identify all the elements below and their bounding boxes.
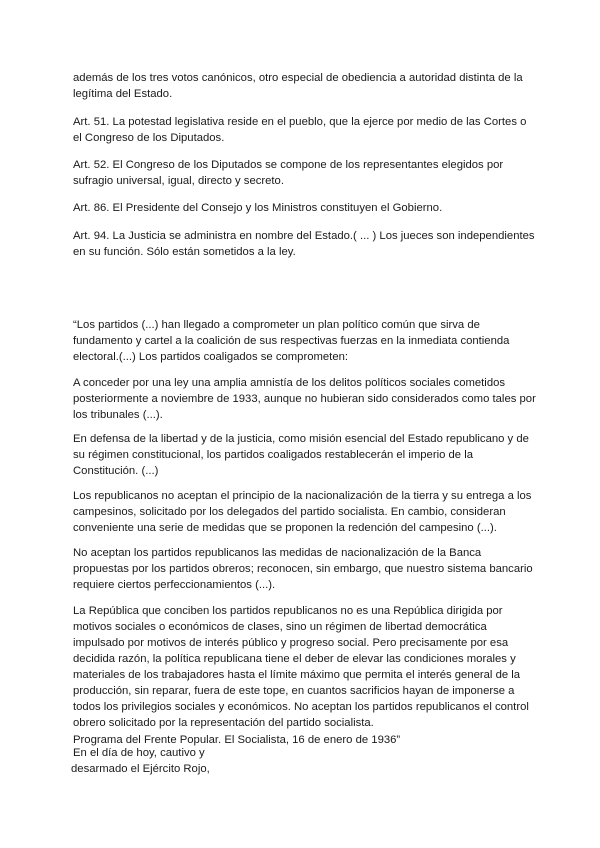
text-line: su régimen constitucional, los partidos coaligados restablecerán el imperio de la	[73, 449, 474, 461]
paragraph-art-86	[73, 200, 535, 216]
text-line: legítima del Estado.	[73, 88, 173, 100]
text-line: motivos sociales o económicos de clases, sino un régimen de libertad democrática	[73, 621, 487, 633]
paragraph-intro	[73, 70, 535, 102]
text-line: propuestas por los partidos obreros; reconocen, sin embargo, que nuestro sistema bancario	[73, 563, 533, 575]
paragraph-source-and-fragment	[73, 732, 535, 777]
text-line: Art. 86. El Presidente del Consejo y los Ministros constituyen el Gobierno.	[73, 202, 443, 214]
text-line: decidida razón, la política republicana tiene el deber de elevar las condiciones morales y	[73, 653, 516, 665]
text-line: además de los tres votos canónicos, otro especial de obediencia a autoridad distinta de la	[73, 72, 523, 84]
text-line: A conceder por una ley una amplia amnistía de los delitos políticos sociales cometidos	[73, 377, 506, 389]
paragraph-republic	[73, 603, 535, 731]
paragraph-quote-intro	[73, 317, 535, 365]
text-line: En defensa de la libertad y de la justicia, como misión esencial del Estado republicano y de	[73, 433, 529, 445]
text-line: sufragio universal, igual, directo y secreto.	[73, 175, 284, 187]
paragraph-art-52	[73, 157, 535, 189]
paragraph-liberty-justice	[73, 431, 535, 479]
text-line: materiales de los trabajadores hasta el límite máximo que permita el interés general de la	[73, 669, 521, 681]
paragraph-banking	[73, 545, 535, 593]
text-line: obrero solicitado por la representación del partido socialista.	[73, 717, 374, 729]
text-line: “Los partidos (...) han llegado a comprometer un plan político común que sirva de	[73, 319, 480, 331]
text-line: los tribunales (...).	[73, 409, 163, 421]
text-line: campesinos, solicitado por los delegados del partido socialista. En cambio, consideran	[73, 506, 506, 518]
text-line: En el día de hoy, cautivo y	[73, 747, 205, 759]
text-line: producción, sin reparar, fuera de este tope, en cuantos sacrificios hayan de imponerse a	[73, 685, 515, 697]
text-line: el Congreso de los Diputados.	[73, 132, 225, 144]
text-line: Art. 52. El Congreso de los Diputados se compone de los representantes elegidos por	[73, 159, 504, 171]
text-line: Art. 94. La Justicia se administra en nombre del Estado.( ... ) Los jueces son independientes	[73, 230, 535, 242]
text-line: posteriormente a noviembre de 1933, aunque no hubieran sido considerados como tales por	[73, 393, 536, 405]
text-line: en su función. Sólo están sometidos a la ley.	[73, 246, 296, 258]
paragraph-art-94	[73, 228, 535, 260]
text-line: Los republicanos no aceptan el principio de la nacionalización de la tierra y su entrega a los	[73, 490, 532, 502]
text-line: todos los privilegios sociales y económicos. No aceptan los partidos republicanos el control	[73, 701, 529, 713]
text-line: La República que conciben los partidos republicanos no es una República dirigida por	[73, 605, 503, 617]
text-line: electoral.(...) Los partidos coaligados se comprometen:	[73, 351, 349, 363]
text-line: impulsado por motivos de interés público y progreso social. Pero precisamente por esa	[73, 637, 509, 649]
text-line: desarmado el Ejército Rojo,	[71, 763, 210, 775]
text-line: fundamento y cartel a la coalición de sus respectivas fuerzas en la inmediata contienda	[73, 335, 510, 347]
text-line: Constitución. (...)	[73, 465, 159, 477]
paragraph-land	[73, 488, 535, 536]
text-line: Art. 51. La potestad legislativa reside en el pueblo, que la ejerce por medio de las Cortes o	[73, 116, 527, 128]
paragraph-art-51	[73, 114, 535, 146]
paragraph-amnesty	[73, 375, 535, 423]
text-line: conveniente una serie de medidas que se proponen la redención del campesino (...).	[73, 522, 497, 534]
text-line: requiere ciertos perfeccionamientos (...).	[73, 579, 276, 591]
source-citation: Programa del Frente Popular. El Socialista, 16 de enero de 1936”	[73, 734, 401, 746]
text-line: No aceptan los partidos republicanos las medidas de nacionalización de la Banca	[73, 547, 482, 559]
